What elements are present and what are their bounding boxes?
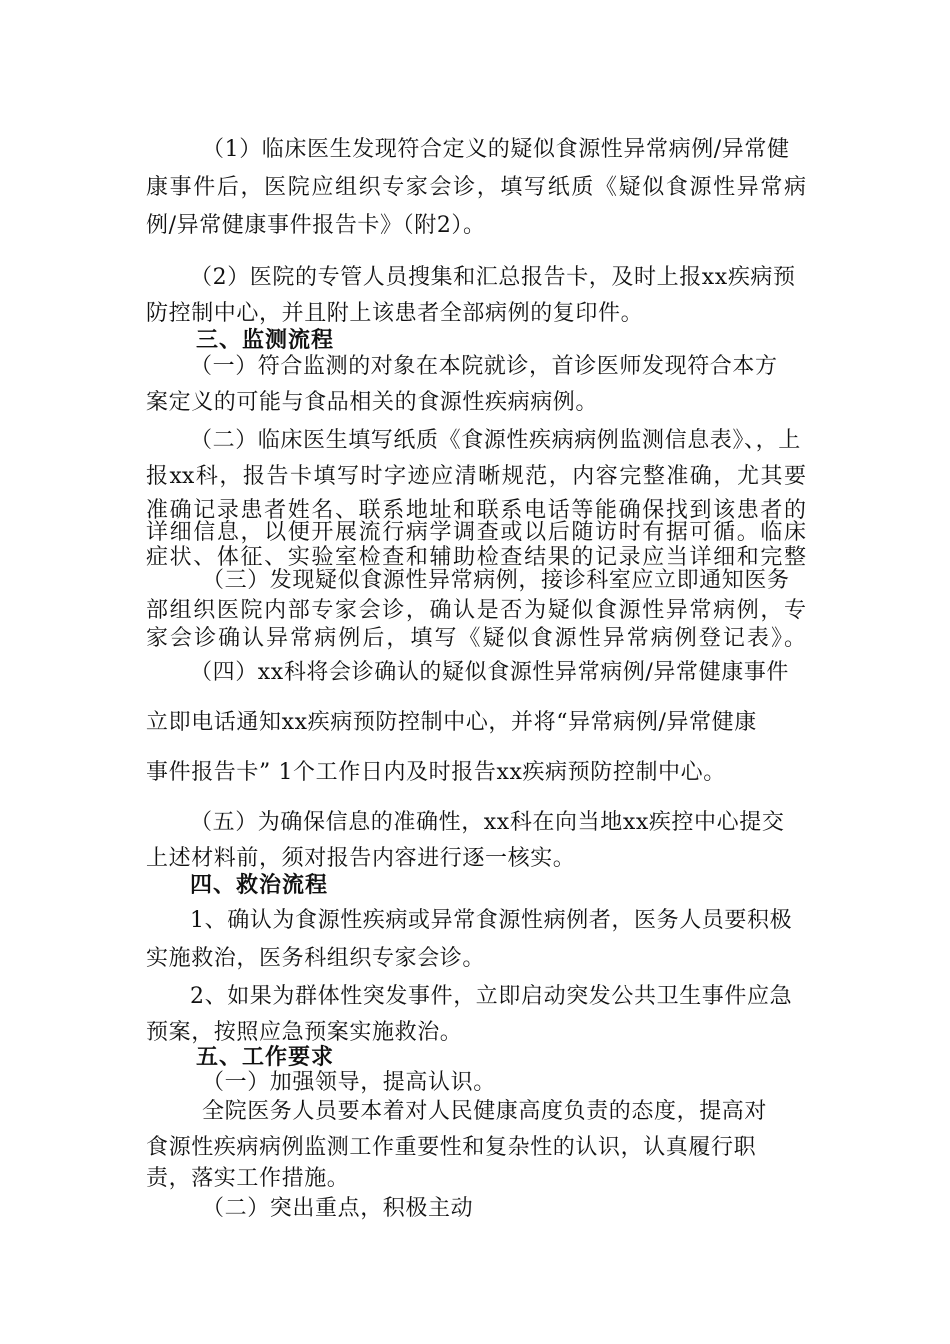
- paragraph-line: （二）突出重点，积极主动: [202, 1196, 474, 1221]
- paragraph-line: 全院医务人员要本着对人民健康高度负责的态度，提高对: [202, 1099, 768, 1124]
- paragraph-line: 报xx科，报告卡填写时字迹应清晰规范，内容完整准确，尤其要: [146, 464, 806, 489]
- paragraph-line: 立即电话通知xx疾病预防控制中心，并将“异常病例/异常健康: [146, 710, 757, 735]
- paragraph-line: 康事件后，医院应组织专家会诊，填写纸质《疑似食源性异常病: [146, 175, 806, 200]
- paragraph-line: （2）医院的专管人员搜集和汇总报告卡，及时上报xx疾病预: [190, 265, 796, 290]
- paragraph-line: 预案，按照应急预案实施救治。: [146, 1020, 463, 1045]
- paragraph-line: 家会诊确认异常病例后，填写《疑似食源性异常病例登记表》。: [146, 626, 806, 651]
- section-heading: 四、救治流程: [190, 873, 329, 898]
- section-heading: 三、监测流程: [196, 328, 335, 353]
- paragraph-line: 防控制中心，并且附上该患者全部病例的复印件。: [146, 301, 644, 326]
- paragraph-line: （三）发现疑似食源性异常病例，接诊科室应立即通知医务: [202, 568, 790, 593]
- section-heading: 五、工作要求: [196, 1045, 335, 1070]
- paragraph-line: （一）符合监测的对象在本院就诊，首诊医师发现符合本方: [190, 354, 778, 379]
- paragraph-line: 详细信息，以便开展流行病学调查或以后随访时有据可循。临床: [146, 520, 806, 545]
- paragraph-line: （一）加强领导，提高认识。: [202, 1070, 496, 1095]
- paragraph-line: 责，落实工作措施。: [146, 1166, 350, 1191]
- paragraph-line: 例/异常健康事件报告卡》（附2）。: [146, 213, 486, 238]
- paragraph-line: （五）为确保信息的准确性，xx科在向当地xx疾控中心提交: [190, 810, 785, 835]
- paragraph-line: 案定义的可能与食品相关的食源性疾病病例。: [146, 390, 599, 415]
- paragraph-line: 食源性疾病病例监测工作重要性和复杂性的认识，认真履行职: [146, 1135, 757, 1160]
- paragraph-line: （二）临床医生填写纸质《食源性疾病病例监测信息表》、，上: [190, 428, 801, 453]
- paragraph-line: 准确记录患者姓名、联系地址和联系电话等能确保找到该患者的: [146, 498, 806, 523]
- paragraph-line: 上述材料前，须对报告内容进行逐一核实。: [146, 846, 576, 871]
- paragraph-line: 实施救治，医务科组织专家会诊。: [146, 946, 486, 971]
- paragraph-line: 症状、体征、实验室检查和辅助检查结果的记录应当详细和完整: [146, 545, 806, 570]
- paragraph-line: 事件报告卡” 1个工作日内及时报告xx疾病预防控制中心。: [146, 760, 726, 785]
- paragraph-line: （1）临床医生发现符合定义的疑似食源性异常病例/异常健: [202, 137, 790, 162]
- paragraph-line: 1、确认为食源性疾病或异常食源性病例者，医务人员要积极: [190, 908, 793, 933]
- paragraph-line: 部组织医院内部专家会诊，确认是否为疑似食源性异常病例，专: [146, 598, 806, 623]
- paragraph-line: 2、如果为群体性突发事件，立即启动突发公共卫生事件应急: [190, 984, 793, 1009]
- paragraph-line: （四）xx科将会诊确认的疑似食源性异常病例/异常健康事件: [190, 660, 790, 685]
